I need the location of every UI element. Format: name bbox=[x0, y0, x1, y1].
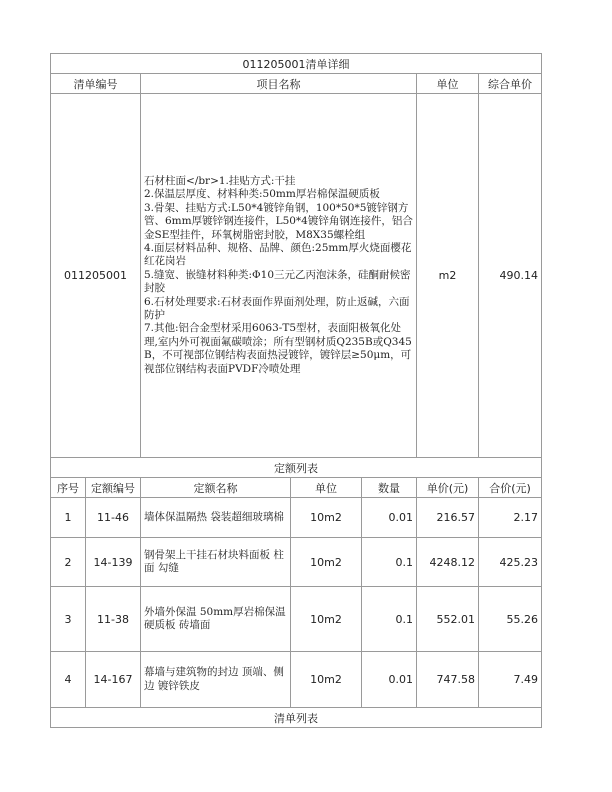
quota-qty: 0.01 bbox=[362, 498, 417, 538]
header-unit: 单位 bbox=[417, 74, 479, 94]
detail-table bbox=[50, 53, 542, 728]
quota-name: 幕墙与建筑物的封边 顶端、侧边 镀锌铁皮 bbox=[141, 652, 291, 708]
quota-unit-price: 552.01 bbox=[417, 587, 479, 652]
quota-header-row bbox=[51, 478, 542, 498]
item-unit: m2 bbox=[417, 94, 479, 458]
description-line: 6.石材处理要求:石材表面作界面剂处理，防止返碱，六面防护 bbox=[144, 295, 410, 322]
quota-name: 钢骨架上干挂石材块料面板 柱面 勾缝 bbox=[141, 538, 291, 587]
table-row bbox=[51, 538, 542, 587]
quota-unit-price: 4248.12 bbox=[417, 538, 479, 587]
table-row bbox=[51, 587, 542, 652]
table-row bbox=[51, 498, 542, 538]
quota-total: 55.26 bbox=[479, 587, 542, 652]
item-price: 490.14 bbox=[479, 94, 542, 458]
quota-name: 墙体保温隔热 袋装超细玻璃棉 bbox=[141, 498, 291, 538]
quota-unit-price: 216.57 bbox=[417, 498, 479, 538]
quota-code: 11-46 bbox=[86, 498, 141, 538]
quota-qty: 0.1 bbox=[362, 587, 417, 652]
header-price: 综合单价 bbox=[479, 74, 542, 94]
quota-header-name: 定额名称 bbox=[141, 478, 291, 498]
title-row bbox=[51, 54, 542, 74]
quota-header-seq: 序号 bbox=[51, 478, 86, 498]
quota-seq: 2 bbox=[51, 538, 86, 587]
quota-header-code: 定额编号 bbox=[86, 478, 141, 498]
quota-unit: 10m2 bbox=[291, 538, 362, 587]
quota-unit: 10m2 bbox=[291, 652, 362, 708]
item-description bbox=[141, 94, 417, 458]
header-code: 清单编号 bbox=[51, 74, 141, 94]
description-line: 7.其他:铝合金型材采用6063-T5型材，表面阳极氧化处理,室内外可视面氟碳喷涂；所有型钢材质Q235B或Q345B，不可视部位钢结构表面热浸镀锌，镀锌层≥50μm，可视部位钢结构表面PVDF冷喷处理 bbox=[144, 322, 412, 375]
quota-header-total: 合价(元) bbox=[479, 478, 542, 498]
list-section-title: 清单列表 bbox=[51, 708, 542, 728]
quota-section-row bbox=[51, 458, 542, 478]
quota-seq: 4 bbox=[51, 652, 86, 708]
quota-unit: 10m2 bbox=[291, 498, 362, 538]
quota-qty: 0.01 bbox=[362, 652, 417, 708]
item-row bbox=[51, 94, 542, 458]
quota-header-unit-price: 单价(元) bbox=[417, 478, 479, 498]
quota-total: 2.17 bbox=[479, 498, 542, 538]
header-name: 项目名称 bbox=[141, 74, 417, 94]
quota-total: 7.49 bbox=[479, 652, 542, 708]
quota-code: 14-167 bbox=[86, 652, 141, 708]
item-header-row bbox=[51, 74, 542, 94]
quota-code: 14-139 bbox=[86, 538, 141, 587]
quota-name: 外墙外保温 50mm厚岩棉保温硬质板 砖墙面 bbox=[141, 587, 291, 652]
quota-seq: 3 bbox=[51, 587, 86, 652]
description-line: 3.骨架、挂贴方式:L50*4镀锌角钢，100*50*5镀锌钢方管、6mm厚镀锌钢连接件，L50*4镀锌角钢连接件，铝合金SE型挂件，环氧树脂密封胶，M8X35螺栓组 bbox=[144, 201, 413, 241]
quota-qty: 0.1 bbox=[362, 538, 417, 587]
quota-seq: 1 bbox=[51, 498, 86, 538]
table-row bbox=[51, 652, 542, 708]
quota-header-qty: 数量 bbox=[362, 478, 417, 498]
list-section-row bbox=[51, 708, 542, 728]
description-line: 4.面层材料品种、规格、品牌、颜色:25mm厚火烧面樱花红花岗岩 bbox=[144, 241, 412, 268]
table-title: 011205001清单详细 bbox=[51, 54, 542, 74]
description-line: 2.保温层厚度、材料种类:50mm厚岩棉保温硬质板 bbox=[144, 188, 380, 201]
description-line: 石材柱面</br>1.挂贴方式:干挂 bbox=[144, 174, 296, 187]
quota-unit-price: 747.58 bbox=[417, 652, 479, 708]
description-line: 5.缝宽、嵌缝材料种类:Φ10三元乙丙泡沫条，硅酮耐候密封胶 bbox=[144, 268, 411, 295]
quota-unit: 10m2 bbox=[291, 587, 362, 652]
quota-section-title: 定额列表 bbox=[51, 458, 542, 478]
item-code: 011205001 bbox=[51, 94, 141, 458]
quota-header-unit: 单位 bbox=[291, 478, 362, 498]
quota-code: 11-38 bbox=[86, 587, 141, 652]
quota-total: 425.23 bbox=[479, 538, 542, 587]
